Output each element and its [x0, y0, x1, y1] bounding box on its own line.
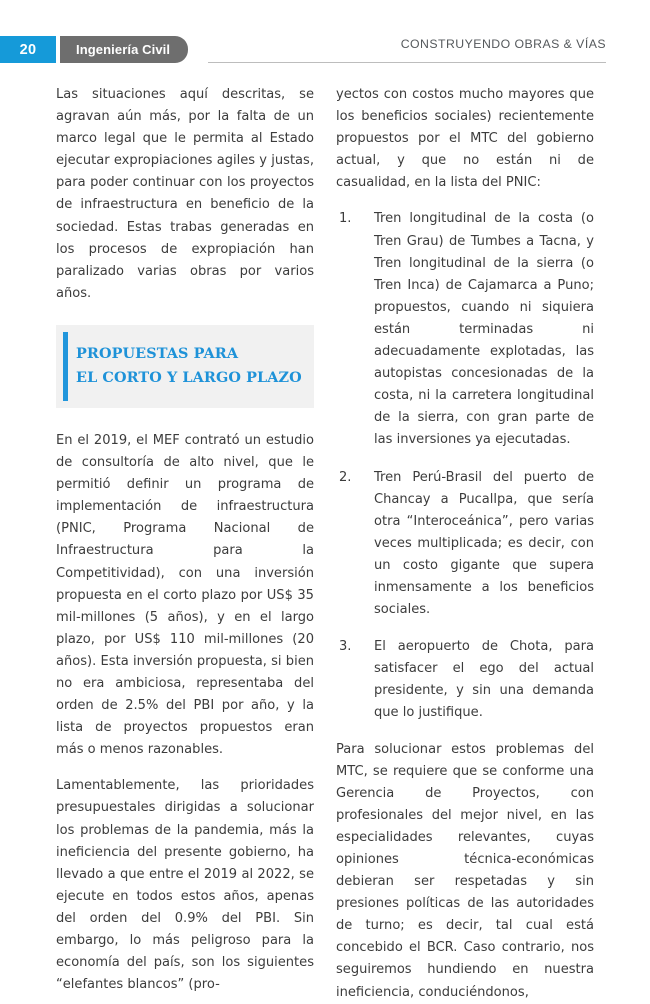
list-item-text: Tren Perú-Brasil del puerto de Chancay a Pucallpa, que sería otra “Interoceánica”, pero varias veces multiplicada; es decir, con un costo gigante que supera inmensamente a los beneficios sociales.: [374, 469, 594, 618]
section-heading-line-1: PROPUESTAS PARA: [76, 344, 239, 362]
list-item-marker: 2.: [339, 469, 352, 485]
list-item-text: El aeropuerto de Chota, para satisfacer el ego del actual presidente, y sin una demanda que lo justifique.: [374, 639, 594, 721]
header-divider-rule: [208, 62, 606, 63]
paragraph-gerencia-proyectos: Para solucionar estos problemas del MTC, se requiere que se conforme una Gerencia de Proyectos, con profesionales del mejor nivel, en las especialidades relevantes, cuyas opiniones técnica-económicas debieran ser respetadas y sin presiones políticas de las autoridades de turno; es decir, tal cual está concebido el BCR. Caso contrario, nos seguiremos hundiendo en nuestra ineficiencia, conduciéndonos,: [336, 741, 594, 1000]
running-title: CONSTRUYENDO OBRAS & VÍAS: [400, 37, 606, 51]
section-heading-propuestas: [56, 325, 314, 408]
page-header: [0, 36, 650, 64]
list-item: [336, 208, 594, 451]
page-number-badge: 20: [0, 36, 56, 63]
accent-bar-decoration: [63, 332, 68, 401]
paragraph-lamentablemente: Lamentablemente, las prioridades presupuestales dirigidas a solucionar los problemas de la pandemia, más la ineficiencia del presente gobierno, ha llevado a que entre el 2019 al 2022, se ejecute en todos estos años, apenas del orden del 0.9% del PBI. Sin embargo, lo más peligroso para la economía del país, son los siguientes “elefantes blancos” (pro-: [56, 778, 314, 993]
list-item: [336, 467, 594, 622]
paragraph-yectos-continuation: yectos con costos mucho mayores que los beneficios sociales) recientemente propuestos por el MTC del gobierno actual, y que no están ni de casualidad, en la lista del PNIC:: [336, 87, 594, 191]
elefantes-blancos-list: [336, 208, 594, 724]
list-item: [336, 636, 594, 724]
left-column: [56, 84, 314, 996]
list-item-marker: 3.: [339, 639, 352, 655]
paragraph-expropiaciones: Las situaciones aquí descritas, se agravan aún más, por la falta de un marco legal que le permita al Estado ejecutar expropiaciones agiles y justas, para poder continuar con los proyectos de infraestructura en beneficio de la sociedad. Estas trabas generadas en los procesos de expropiación han paralizado varias obras por varios años.: [56, 87, 314, 301]
paragraph-pnic: En el 2019, el MEF contrató un estudio de consultoría de alto nivel, que le permitió definir un programa de implementación de infraestructura (PNIC, Programa Nacional de Infraestructura para la Competitividad), con una inversión propuesta en el corto plazo por US$ 35 mil-millones (5 años), y en el largo plazo, por US$ 110 mil-millones (20 años). Esta inversión propuesta, si bien no era ambiciosa, representaba del orden de 2.5% del PBI por año, y la lista de proyectos propuestos eran más o menos razonables.: [56, 432, 314, 758]
section-heading-line-2: EL CORTO Y LARGO PLAZO: [76, 368, 302, 386]
list-item-text: Tren longitudinal de la costa (o Tren Grau) de Tumbes a Tacna, y Tren longitudinal de la sierra (o Tren Inca) de Cajamarca a Puno; propuestos, cuando ni siquiera están terminadas ni adecuadamente explotadas, las autopistas concesionadas de la costa, ni la carretera longitudinal de la sierra, con gran parte de las inversiones ya ejecutadas.: [374, 211, 594, 448]
right-column: [336, 84, 594, 1004]
list-item-marker: 1.: [339, 211, 352, 227]
magazine-section-tag: Ingeniería Civil: [60, 36, 188, 63]
